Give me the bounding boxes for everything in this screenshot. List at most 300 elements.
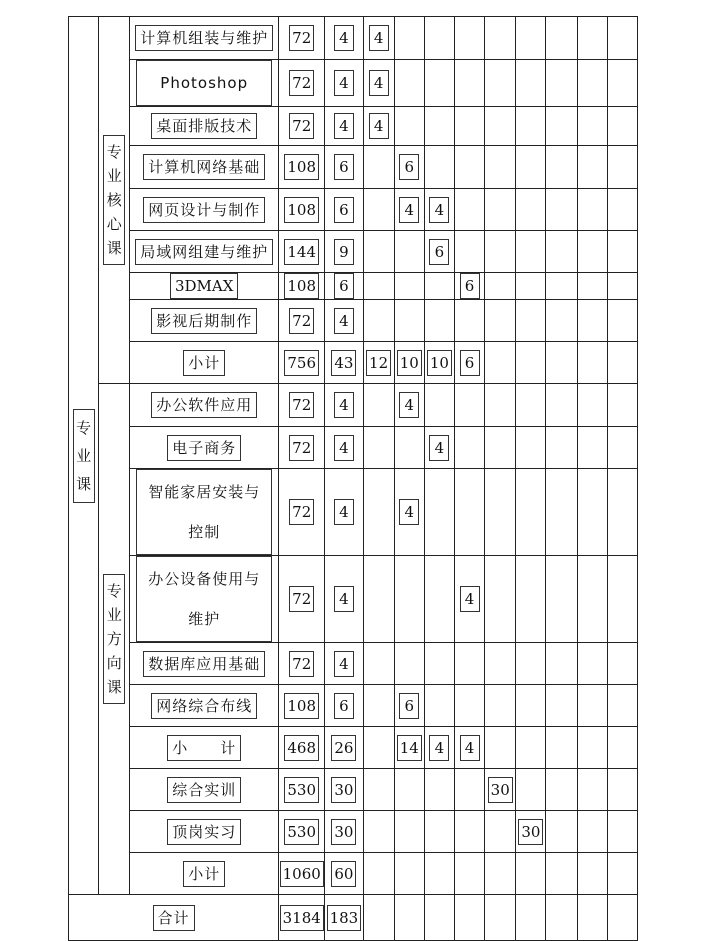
term-cell — [454, 273, 484, 300]
category-char: 心 — [106, 215, 122, 233]
course-name-cell — [130, 17, 279, 60]
hours-cell — [279, 60, 325, 107]
term-cell — [607, 853, 637, 895]
table-row — [69, 107, 638, 146]
term-cell — [454, 189, 484, 231]
hours-cell — [279, 273, 325, 300]
hours-cell — [279, 685, 325, 727]
term-hours-value: 12 — [366, 350, 391, 376]
hours-cell — [279, 769, 325, 811]
credits-value: 6 — [334, 273, 354, 299]
term-cell — [546, 300, 577, 342]
term-cell — [485, 60, 516, 107]
hours-cell — [279, 384, 325, 427]
course-name: 办公设备使用与维护 — [136, 556, 272, 642]
term-cell — [607, 60, 637, 107]
term-cell — [454, 384, 484, 427]
term-hours-value: 4 — [429, 735, 449, 761]
term-cell — [607, 811, 637, 853]
term-cell — [546, 469, 577, 556]
term-cell — [424, 189, 454, 231]
term-cell — [363, 853, 394, 895]
credits-value: 4 — [334, 499, 354, 525]
credits-cell — [325, 342, 363, 384]
course-schedule-table — [68, 16, 638, 941]
term-cell — [485, 273, 516, 300]
term-cell — [485, 146, 516, 189]
total-hours-value: 3184 — [280, 905, 324, 931]
course-name-cell — [130, 811, 279, 853]
term-cell — [546, 17, 577, 60]
term-cell — [577, 231, 607, 273]
term-cell — [577, 895, 607, 941]
course-name: 小 计 — [167, 735, 241, 761]
course-name-cell — [130, 231, 279, 273]
total-label: 合计 — [153, 905, 195, 931]
credits-value: 26 — [331, 735, 356, 761]
term-cell — [577, 300, 607, 342]
term-cell — [363, 273, 394, 300]
term-hours-value: 10 — [397, 350, 422, 376]
credits-cell — [325, 643, 363, 685]
term-cell — [394, 427, 424, 469]
table-row — [69, 60, 638, 107]
course-name: 小计 — [183, 350, 225, 376]
term-cell — [485, 17, 516, 60]
term-cell — [424, 853, 454, 895]
term-cell — [424, 146, 454, 189]
term-cell — [516, 727, 546, 769]
term-cell — [516, 189, 546, 231]
term-cell — [516, 384, 546, 427]
credits-value: 30 — [331, 777, 356, 803]
term-cell — [485, 427, 516, 469]
term-cell — [607, 556, 637, 643]
course-name: 网络综合布线 — [151, 693, 257, 719]
term-cell — [363, 727, 394, 769]
course-name-cell — [130, 727, 279, 769]
credits-cell — [325, 273, 363, 300]
table-row — [69, 685, 638, 727]
term-cell — [363, 189, 394, 231]
term-cell — [577, 727, 607, 769]
hours-value: 756 — [284, 350, 319, 376]
term-cell — [516, 427, 546, 469]
term-cell — [607, 107, 637, 146]
term-cell — [363, 342, 394, 384]
term-cell — [424, 769, 454, 811]
term-cell — [363, 427, 394, 469]
credits-value: 9 — [334, 239, 354, 265]
hours-value: 530 — [284, 819, 319, 845]
term-cell — [363, 895, 394, 941]
course-name-cell — [130, 556, 279, 643]
term-cell — [485, 231, 516, 273]
term-cell — [577, 189, 607, 231]
term-cell — [454, 60, 484, 107]
term-cell — [516, 273, 546, 300]
term-cell — [394, 384, 424, 427]
table-row — [69, 643, 638, 685]
term-cell — [516, 469, 546, 556]
credits-cell — [325, 231, 363, 273]
term-cell — [516, 342, 546, 384]
credits-cell — [325, 17, 363, 60]
course-name: 计算机组装与维护 — [135, 25, 273, 51]
term-cell — [394, 231, 424, 273]
term-cell — [394, 273, 424, 300]
term-hours-value: 4 — [399, 499, 419, 525]
credits-cell — [325, 60, 363, 107]
course-name-cell — [130, 384, 279, 427]
term-cell — [424, 384, 454, 427]
table-row — [69, 427, 638, 469]
term-cell — [485, 342, 516, 384]
hours-value: 72 — [289, 25, 314, 51]
term-hours-value: 6 — [399, 154, 419, 180]
hours-value: 108 — [284, 693, 319, 719]
course-name: 综合实训 — [167, 777, 241, 803]
category-char: 专 — [106, 582, 122, 600]
term-cell — [607, 469, 637, 556]
course-name-cell — [130, 273, 279, 300]
credits-cell — [325, 107, 363, 146]
term-cell — [607, 384, 637, 427]
term-cell — [454, 231, 484, 273]
hours-value: 108 — [284, 273, 319, 299]
category-char: 业 — [106, 606, 122, 624]
term-cell — [454, 727, 484, 769]
term-cell — [516, 895, 546, 941]
term-hours-value: 10 — [427, 350, 452, 376]
term-cell — [454, 895, 484, 941]
term-cell — [607, 685, 637, 727]
credits-value: 4 — [334, 308, 354, 334]
direction-group-label — [103, 574, 125, 704]
term-cell — [394, 643, 424, 685]
credits-value: 6 — [334, 154, 354, 180]
credits-cell — [325, 384, 363, 427]
term-hours-value: 6 — [399, 693, 419, 719]
term-hours-value: 6 — [429, 239, 449, 265]
term-cell — [363, 469, 394, 556]
table-row — [69, 342, 638, 384]
credits-cell — [325, 469, 363, 556]
credits-cell — [325, 727, 363, 769]
term-cell — [454, 427, 484, 469]
term-cell — [363, 643, 394, 685]
credits-value: 4 — [334, 113, 354, 139]
term-cell — [424, 60, 454, 107]
course-name-cell — [130, 146, 279, 189]
term-hours-value: 4 — [429, 435, 449, 461]
credits-value: 60 — [331, 861, 356, 887]
term-cell — [577, 384, 607, 427]
term-cell — [394, 469, 424, 556]
term-cell — [546, 895, 577, 941]
term-cell — [394, 146, 424, 189]
course-name-cell — [130, 469, 279, 556]
term-cell — [424, 273, 454, 300]
course-name: 桌面排版技术 — [151, 113, 257, 139]
category-char: 核 — [106, 191, 122, 209]
term-hours-value: 14 — [397, 735, 422, 761]
term-cell — [424, 107, 454, 146]
term-cell — [454, 685, 484, 727]
course-name: 数据库应用基础 — [143, 651, 265, 677]
credits-cell — [325, 146, 363, 189]
term-cell — [485, 685, 516, 727]
term-cell — [546, 427, 577, 469]
course-name-cell — [130, 685, 279, 727]
term-cell — [516, 231, 546, 273]
term-cell — [363, 556, 394, 643]
term-cell — [516, 556, 546, 643]
term-cell — [454, 300, 484, 342]
hours-cell — [279, 17, 325, 60]
credits-cell — [325, 427, 363, 469]
term-cell — [454, 17, 484, 60]
hours-cell — [279, 811, 325, 853]
term-cell — [454, 769, 484, 811]
term-hours-value: 4 — [460, 586, 480, 612]
term-cell — [394, 189, 424, 231]
course-name: 3DMAX — [170, 273, 238, 299]
credits-value: 43 — [331, 350, 356, 376]
hours-value: 468 — [284, 735, 319, 761]
term-cell — [363, 384, 394, 427]
category-char: 方 — [106, 630, 122, 648]
hours-value: 530 — [284, 777, 319, 803]
category-char: 专 — [76, 418, 92, 437]
term-cell — [485, 189, 516, 231]
hours-cell — [279, 342, 325, 384]
credits-value: 4 — [334, 651, 354, 677]
term-hours-value: 4 — [369, 25, 389, 51]
term-cell — [485, 895, 516, 941]
term-cell — [485, 469, 516, 556]
table-row — [69, 146, 638, 189]
table-row — [69, 469, 638, 556]
hours-value: 1060 — [280, 861, 324, 887]
term-cell — [363, 300, 394, 342]
term-hours-value: 30 — [488, 777, 513, 803]
term-cell — [485, 556, 516, 643]
credits-value: 4 — [334, 70, 354, 96]
table-row — [69, 231, 638, 273]
term-cell — [424, 895, 454, 941]
term-cell — [577, 17, 607, 60]
term-cell — [424, 17, 454, 60]
term-cell — [607, 17, 637, 60]
term-cell — [424, 643, 454, 685]
hours-value: 72 — [289, 499, 314, 525]
term-hours-value: 4 — [369, 70, 389, 96]
credits-value: 30 — [331, 819, 356, 845]
hours-cell — [279, 300, 325, 342]
course-name-cell — [130, 643, 279, 685]
course-name: 办公软件应用 — [151, 392, 257, 418]
term-cell — [394, 853, 424, 895]
term-cell — [394, 685, 424, 727]
term-cell — [516, 769, 546, 811]
term-cell — [454, 811, 484, 853]
term-cell — [516, 107, 546, 146]
core-group-label — [103, 135, 125, 265]
total-row — [69, 895, 638, 941]
term-hours-value: 4 — [399, 392, 419, 418]
credits-cell — [325, 853, 363, 895]
category-char: 课 — [106, 239, 122, 257]
term-cell — [546, 146, 577, 189]
hours-value: 72 — [289, 435, 314, 461]
term-cell — [577, 685, 607, 727]
term-cell — [424, 300, 454, 342]
term-cell — [577, 556, 607, 643]
course-name: 计算机网络基础 — [143, 154, 265, 180]
term-cell — [577, 146, 607, 189]
hours-cell — [279, 727, 325, 769]
term-cell — [363, 146, 394, 189]
term-cell — [394, 17, 424, 60]
course-name: 电子商务 — [167, 435, 241, 461]
term-hours-value: 4 — [369, 113, 389, 139]
term-cell — [424, 556, 454, 643]
term-cell — [516, 685, 546, 727]
course-name-cell — [130, 853, 279, 895]
hours-cell — [279, 556, 325, 643]
term-cell — [454, 146, 484, 189]
total-hours-cell — [279, 895, 325, 941]
term-cell — [485, 769, 516, 811]
credits-value: 4 — [334, 435, 354, 461]
term-hours-value: 6 — [460, 273, 480, 299]
term-cell — [577, 60, 607, 107]
course-name-cell — [130, 189, 279, 231]
course-name-cell — [130, 427, 279, 469]
table-row — [69, 853, 638, 895]
term-cell — [363, 60, 394, 107]
term-cell — [424, 231, 454, 273]
term-hours-value: 4 — [429, 197, 449, 223]
term-cell — [577, 853, 607, 895]
core-group-cell — [99, 17, 130, 384]
term-cell — [394, 60, 424, 107]
credits-cell — [325, 685, 363, 727]
term-cell — [363, 231, 394, 273]
term-cell — [424, 727, 454, 769]
table-row — [69, 384, 638, 427]
category-char: 业 — [106, 167, 122, 185]
course-name-cell — [130, 107, 279, 146]
total-label-cell — [69, 895, 279, 941]
term-cell — [546, 60, 577, 107]
total-credits-cell — [325, 895, 363, 941]
credits-cell — [325, 556, 363, 643]
course-name-cell — [130, 769, 279, 811]
category-char: 课 — [106, 678, 122, 696]
term-cell — [485, 107, 516, 146]
table-row — [69, 273, 638, 300]
term-cell — [424, 469, 454, 556]
term-cell — [577, 769, 607, 811]
category-char: 专 — [106, 143, 122, 161]
hours-value: 72 — [289, 392, 314, 418]
hours-cell — [279, 853, 325, 895]
term-cell — [577, 643, 607, 685]
term-cell — [607, 146, 637, 189]
category-char: 课 — [76, 474, 92, 493]
term-cell — [394, 811, 424, 853]
hours-cell — [279, 146, 325, 189]
course-name-cell — [130, 60, 279, 107]
term-cell — [516, 17, 546, 60]
term-cell — [607, 895, 637, 941]
category-char: 向 — [106, 654, 122, 672]
top-category-cell — [69, 17, 99, 895]
term-cell — [363, 769, 394, 811]
credits-value: 4 — [334, 25, 354, 51]
table-row — [69, 811, 638, 853]
term-cell — [424, 811, 454, 853]
table-row — [69, 556, 638, 643]
credits-value: 6 — [334, 693, 354, 719]
hours-value: 108 — [284, 197, 319, 223]
term-cell — [485, 300, 516, 342]
term-hours-value: 30 — [518, 819, 543, 845]
top-category-label — [73, 409, 95, 503]
term-cell — [394, 895, 424, 941]
term-cell — [454, 469, 484, 556]
term-cell — [454, 643, 484, 685]
hours-value: 72 — [289, 308, 314, 334]
category-char: 业 — [76, 446, 92, 465]
term-cell — [424, 427, 454, 469]
hours-value: 72 — [289, 113, 314, 139]
term-cell — [546, 643, 577, 685]
term-cell — [546, 769, 577, 811]
term-cell — [607, 342, 637, 384]
course-name: 智能家居安装与控制 — [136, 469, 272, 555]
hours-value: 108 — [284, 154, 319, 180]
term-cell — [546, 273, 577, 300]
term-cell — [485, 811, 516, 853]
term-cell — [546, 189, 577, 231]
term-cell — [394, 727, 424, 769]
term-cell — [546, 384, 577, 427]
term-cell — [454, 107, 484, 146]
table-row — [69, 727, 638, 769]
term-cell — [607, 727, 637, 769]
term-cell — [516, 60, 546, 107]
term-cell — [546, 811, 577, 853]
credits-value: 4 — [334, 392, 354, 418]
credits-cell — [325, 300, 363, 342]
term-cell — [546, 853, 577, 895]
term-cell — [577, 273, 607, 300]
credits-value: 4 — [334, 586, 354, 612]
hours-value: 144 — [284, 239, 319, 265]
term-cell — [577, 811, 607, 853]
term-cell — [394, 769, 424, 811]
hours-cell — [279, 107, 325, 146]
term-cell — [546, 727, 577, 769]
term-cell — [607, 769, 637, 811]
term-cell — [607, 273, 637, 300]
table-row — [69, 189, 638, 231]
term-cell — [394, 300, 424, 342]
term-cell — [363, 17, 394, 60]
